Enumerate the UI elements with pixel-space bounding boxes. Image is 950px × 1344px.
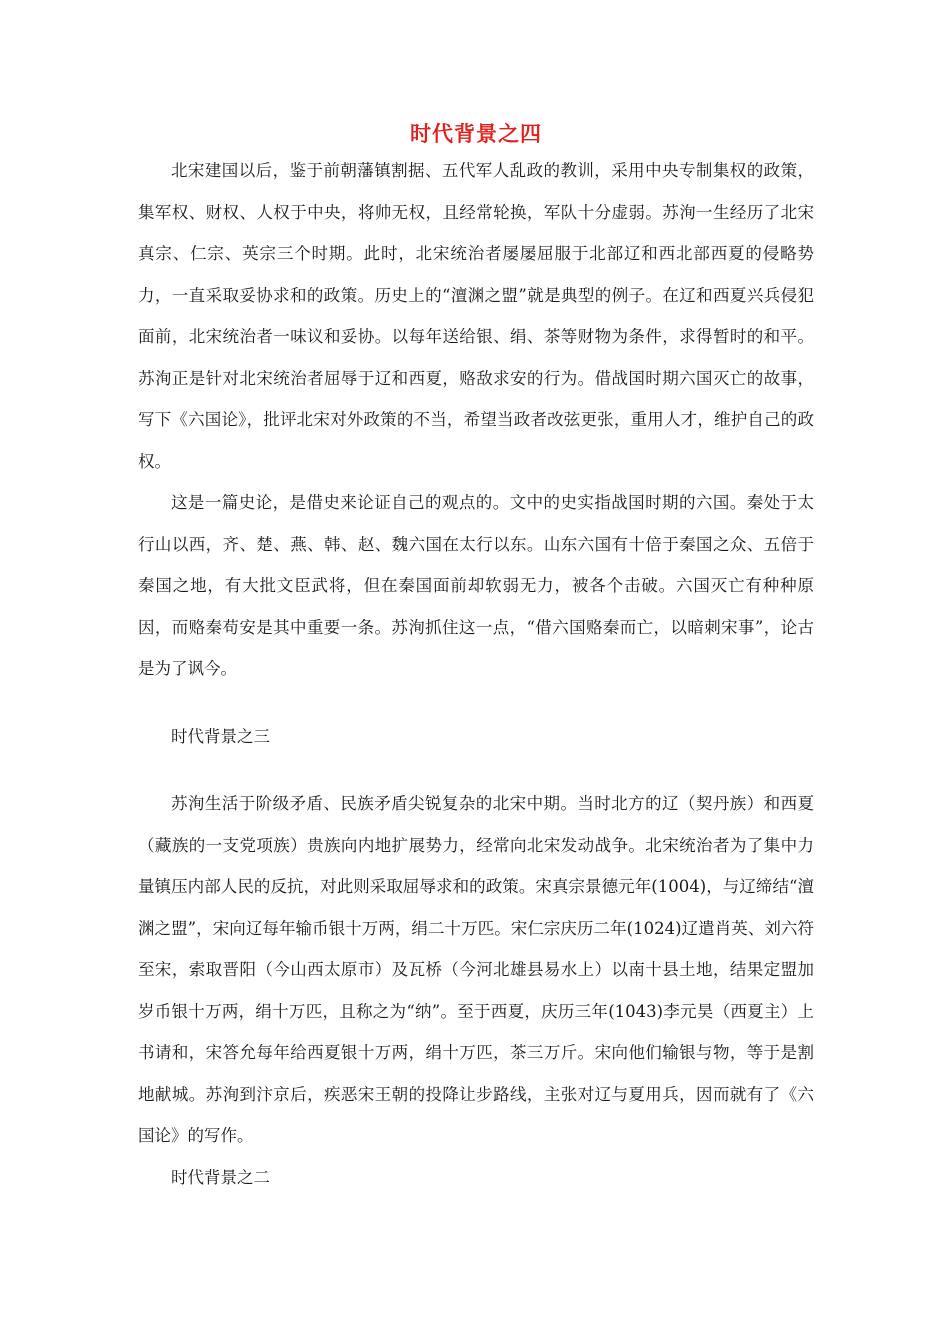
document-title: 时代背景之四 — [410, 121, 542, 146]
paragraph-background-4-part1: 北宋建国以后，鉴于前朝藩镇割据、五代军人乱政的教训，采用中央专制集权的政策，集军权、财权、人权于中央，将帅无权，且经常轮换，军队十分虚弱。苏洵一生经历了北宋真宗、仁宗、英宗三个时期。此时，北宋统治者屡屡屈服于北部辽和西北部西夏的侵略势力，一直采取妥协求和的政策。历史上的“澶渊之盟”就是典型的例子。在辽和西夏兴兵侵犯面前，北宋统治者一味议和妥协。以每年送给银、绢、茶等财物为条件，求得暂时的和平。苏洵正是针对北宋统治者屈辱于辽和西夏，赂敌求安的行为。借战国时期六国灭亡的故事，写下《六国论》，批评北宋对外政策的不当，希望当政者改弦更张，重用人才，维护自己的政权。 — [138, 161, 814, 471]
spacer — [138, 757, 814, 783]
section-heading-2: 时代背景之二 — [171, 1167, 270, 1187]
section-heading-3: 时代背景之三 — [171, 726, 270, 746]
paragraph-background-4-part2: 这是一篇史论，是借史来论证自己的观点的。文中的史实指战国时期的六国。秦处于太行山以西，齐、楚、燕、韩、赵、魏六国在太行以东。山东六国有十倍于秦国之众、五倍于秦国之地，有大批文臣武将，但在秦国面前却软弱无力，被各个击破。六国灭亡有种种原因，而赂秦苟安是其中重要一条。苏洵抓住这一点，“借六国赂秦而亡，以暗刺宋事”，论古是为了讽今。 — [138, 493, 814, 678]
paragraph-background-3: 苏洵生活于阶级矛盾、民族矛盾尖锐复杂的北宋中期。当时北方的辽（契丹族）和西夏（藏族的一支党项族）贵族向内地扩展势力，经常向北宋发动战争。北宋统治者为了集中力量镇压内部人民的反抗，对此则采取屈辱求和的政策。宋真宗景德元年(1004)，与辽缔结“澶渊之盟”，宋向辽每年输币银十万两，绢二十万匹。宋仁宗庆历二年(1024)辽遣肖英、刘六符至宋，索取晋阳（今山西太原市）及瓦桥（今河北雄县易水上）以南十县土地，结果定盟加岁币银十万两，绢十万匹，且称之为“纳”。至于西夏，庆历三年(1043)李元昊（西夏主）上书请和，宋答允每年给西夏银十万两，绢十万匹，茶三万斤。宋向他们输银与物，等于是割地献城。苏洵到汴京后，疾恶宋王朝的投降让步路线，主张对辽与夏用兵，因而就有了《六国论》的写作。 — [138, 794, 814, 1145]
spacer — [138, 690, 814, 716]
document-page — [138, 118, 814, 1198]
